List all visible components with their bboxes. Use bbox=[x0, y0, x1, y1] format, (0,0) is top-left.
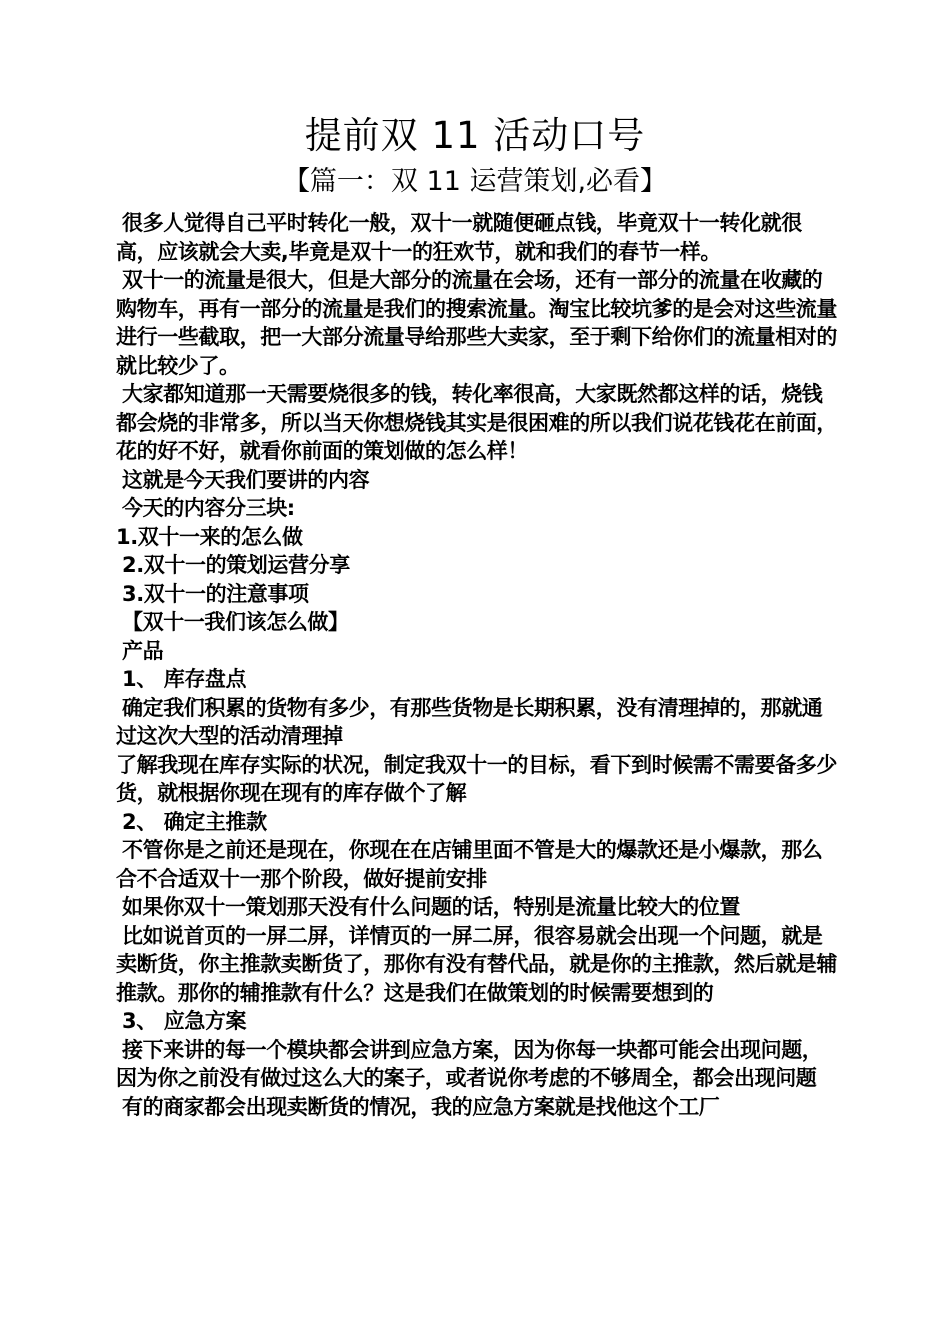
paragraph: 1.双十一来的怎么做 bbox=[116, 524, 303, 549]
paragraph: 今天的内容分三块: bbox=[122, 496, 295, 520]
document-subtitle: 【篇一：双 11 运营策划,必看】 bbox=[282, 166, 668, 197]
paragraph: 有的商家都会出现卖断货的情况，我的应急方案就是找他这个工厂 bbox=[122, 1094, 720, 1119]
paragraph: 确定我们积累的货物有多少，有那些货物是长期积累，没有清理掉的，那就通过这次大型的活动清理掉 bbox=[116, 695, 823, 748]
document-body bbox=[116, 209, 838, 1121]
paragraph: 2、 确定主推款 bbox=[122, 809, 267, 834]
paragraph: 接下来讲的每一个模块都会讲到应急方案，因为你每一块都可能会出现问题，因为你之前没有做过这么大的案子，或者说你考虑的不够周全，都会出现问题 bbox=[116, 1037, 823, 1090]
paragraph: 不管你是之前还是现在，你现在在店铺里面不管是大的爆款还是小爆款，那么合不合适双十一那个阶段，做好提前安排 bbox=[116, 838, 823, 891]
paragraph: 大家都知道那一天需要烧很多的钱，转化率很高，大家既然都这样的话，烧钱都会烧的非常多，所以当天你想烧钱其实是很困难的所以我们说花钱花在前面，花的好不好，就看你前面的策划做的怎么样！ bbox=[116, 382, 837, 463]
paragraph: 3、 应急方案 bbox=[122, 1009, 247, 1033]
paragraph: 双十一的流量是很大，但是大部分的流量在会场，还有一部分的流量在收藏的购物车，再有一部分的流量是我们的搜索流量。淘宝比较坑爹的是会对这些流量进行一些截取，把一大部分流量导给那些大卖家，至于剩下给你们的流量相对的就比较少了。 bbox=[116, 268, 837, 378]
paragraph: 3.双十一的注意事项 bbox=[122, 581, 309, 606]
paragraph: 【双十一我们该怎么做】 bbox=[122, 610, 349, 634]
paragraph: 如果你双十一策划那天没有什么问题的话，特别是流量比较大的位置 bbox=[122, 895, 740, 919]
paragraph: 1、 库存盘点 bbox=[122, 667, 247, 691]
paragraph: 比如说首页的一屏二屏，详情页的一屏二屏，很容易就会出现一个问题，就是卖断货，你主推款卖断货了，那你有没有替代品，就是你的主推款，然后就是辅推款。那你的辅推款有什么？这是我们在做策划的时候需要想到的 bbox=[116, 923, 837, 1005]
document-title: 提前双 11 活动口号 bbox=[304, 114, 646, 157]
paragraph: 这就是今天我们要讲的内容 bbox=[122, 467, 370, 492]
paragraph: 很多人觉得自己平时转化一般，双十一就随便砸点钱，毕竟双十一转化就很高，应该就会大卖,毕竟是双十一的狂欢节，就和我们的春节一样。 bbox=[116, 211, 802, 264]
paragraph: 了解我现在库存实际的状况，制定我双十一的目标，看下到时候需不需要备多少货，就根据你现在现有的库存做个了解 bbox=[116, 752, 837, 805]
paragraph: 产品 bbox=[122, 638, 164, 663]
paragraph: 2.双十一的策划运营分享 bbox=[122, 553, 350, 577]
